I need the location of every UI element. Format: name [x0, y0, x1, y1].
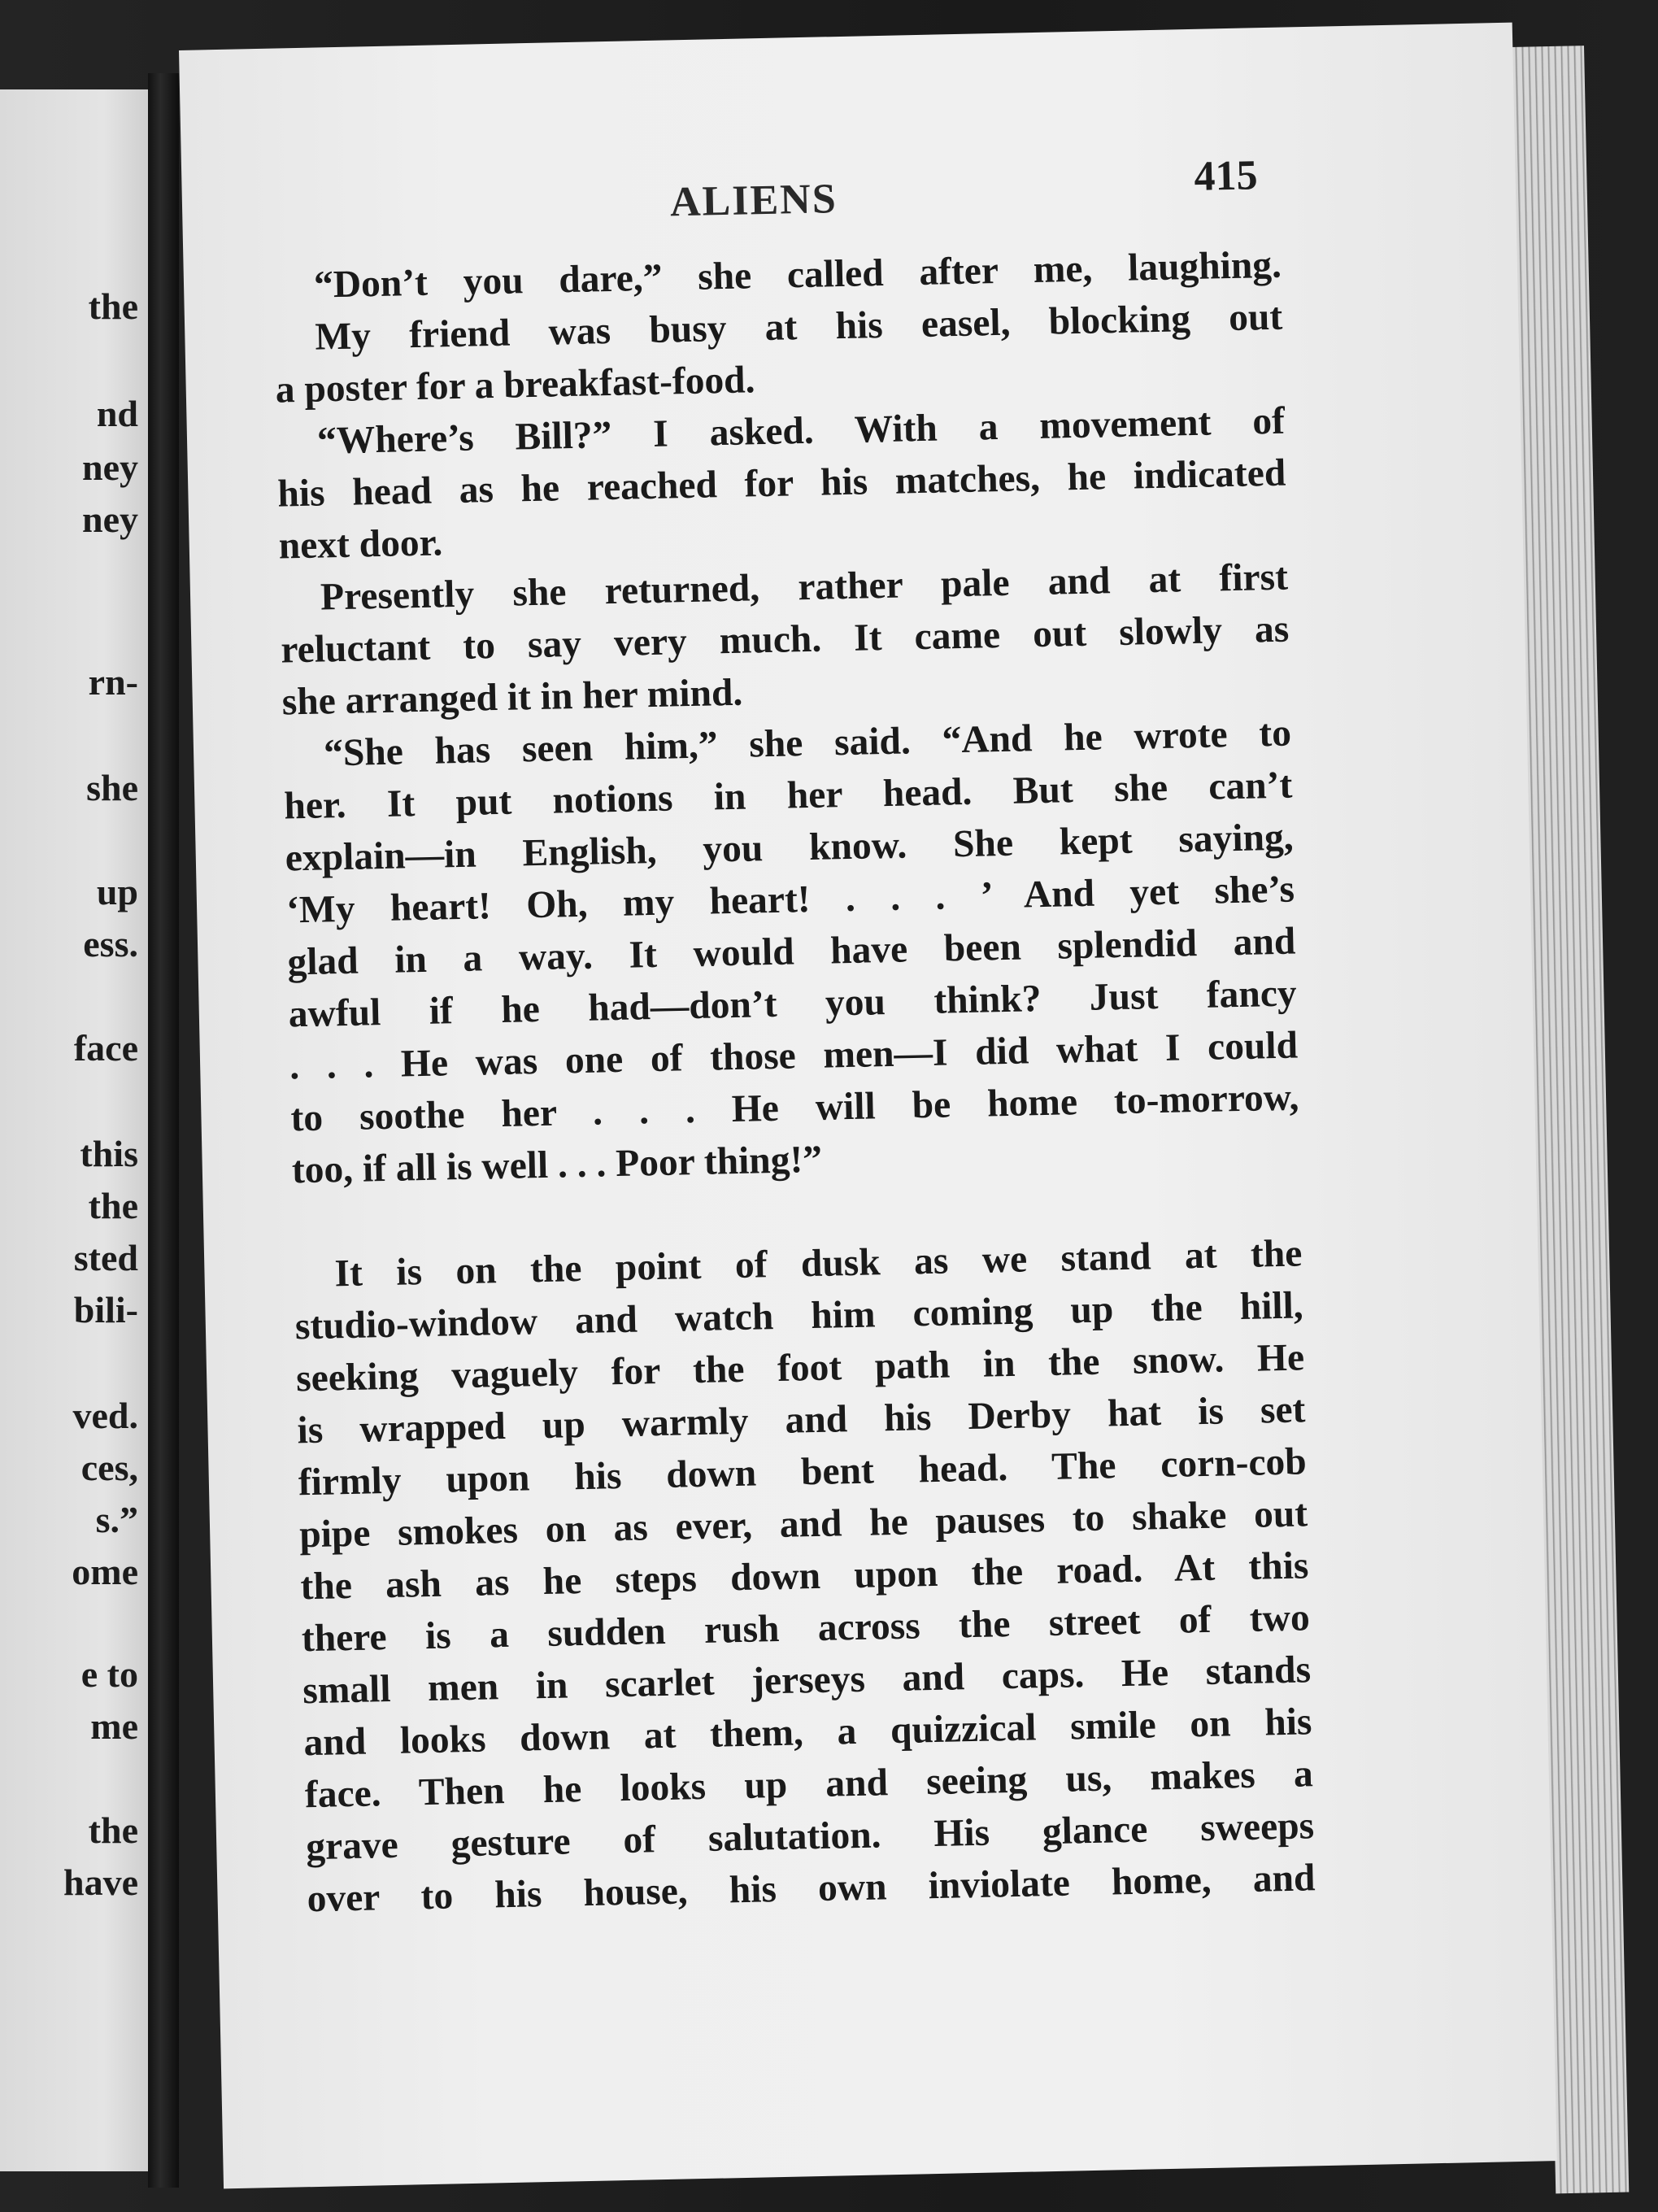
text-line: her. It put notions in her head. But she can’t: [283, 764, 1293, 828]
text-line: It is on the point of dusk as we stand at the: [334, 1232, 1303, 1295]
text-line: . . . He was one of those men—I did what I could: [289, 1024, 1299, 1088]
left-page-fragment: ces,: [81, 1447, 138, 1488]
left-page-fragment: ved.: [72, 1395, 138, 1436]
left-page-fragment: e to: [81, 1653, 138, 1695]
left-page-fragment: me: [90, 1705, 138, 1747]
text-line: reluctant to say very much. It came out slowly as: [280, 607, 1290, 672]
left-page-fragment: ess.: [83, 923, 138, 964]
text-line: awful if he had—don’t you think? Just fancy: [288, 972, 1298, 1036]
text-line: “Where’s Bill?” I asked. With a movement of: [316, 399, 1286, 463]
text-line: and looks down at them, a quizzical smile on his: [303, 1700, 1312, 1765]
running-head: ALIENS: [669, 176, 838, 226]
left-page: [0, 89, 148, 2171]
text-line: Presently she returned, rather pale and at first: [320, 555, 1289, 619]
left-page-fragment: she: [86, 767, 138, 808]
text-line: small men in scarlet jerseys and caps. He stands: [302, 1648, 1312, 1713]
text-line: explain—in English, you know. She kept saying,: [285, 816, 1295, 880]
text-line: firmly upon his down bent head. The corn-cob: [298, 1440, 1308, 1504]
left-page-fragment: nd: [96, 393, 138, 434]
left-page-fragment: bili-: [73, 1289, 138, 1330]
text-line: My friend was busy at his easel, blocking out: [314, 295, 1283, 359]
left-page-fragment: face: [73, 1027, 138, 1069]
text-line: too, if all is well . . . Poor thing!”: [291, 1138, 823, 1192]
left-page-fragment: s.”: [95, 1499, 138, 1540]
text-line: there is a sudden rush across the street of two: [301, 1596, 1311, 1661]
body-text: [272, 239, 1316, 1926]
text-line: pipe smokes on as ever, and he pauses to shake out: [298, 1492, 1308, 1557]
text-line: glad in a way. It would have been splendid and: [286, 920, 1296, 984]
left-page-fragment: the: [88, 1185, 138, 1226]
text-line: over to his house, his own inviolate home, and: [307, 1857, 1316, 1921]
text-line: studio-window and watch him coming up the hill,: [294, 1284, 1304, 1348]
text-line: seeking vaguely for the foot path in the snow. He: [295, 1336, 1305, 1400]
text-line: his head as he reached for his matches, he indicated: [276, 451, 1286, 516]
left-page-fragment: have: [63, 1861, 138, 1903]
left-page-fragment: up: [96, 871, 138, 912]
left-page-fragment: this: [80, 1133, 138, 1174]
text-line: “Don’t you dare,” she called after me, laughing.: [313, 243, 1282, 307]
left-page-fragment: rn-: [88, 661, 138, 703]
left-page-fragment: ome: [72, 1551, 138, 1592]
text-line: next door.: [278, 521, 443, 568]
text-line: ‘My heart! Oh, my heart! . . . ’ And yet she’s: [285, 868, 1295, 932]
left-page-fragment: the: [88, 1809, 138, 1851]
left-page-fragment: ney: [82, 499, 138, 540]
text-line: “She has seen him,” she said. “And he wrote to: [323, 712, 1292, 775]
right-page: [179, 23, 1557, 2189]
left-page-fragment: the: [88, 285, 138, 327]
text-line: the ash as he steps down upon the road. At this: [300, 1544, 1309, 1609]
text-line: face. Then he looks up and seeing us, makes a: [304, 1753, 1314, 1817]
text-line: grave gesture of salutation. His glance sweeps: [305, 1805, 1315, 1869]
left-page-fragment: ney: [82, 446, 138, 488]
text-line: a poster for a breakfast-food.: [275, 359, 755, 411]
text-line: is wrapped up warmly and his Derby hat is set: [297, 1388, 1306, 1452]
text-line: to soothe her . . . He will be home to-morrow,: [289, 1076, 1299, 1140]
book-gutter: [148, 73, 179, 2188]
page-number: 415: [1193, 152, 1259, 200]
left-page-fragment: sted: [73, 1237, 138, 1278]
text-line: she arranged it in her mind.: [281, 671, 743, 724]
